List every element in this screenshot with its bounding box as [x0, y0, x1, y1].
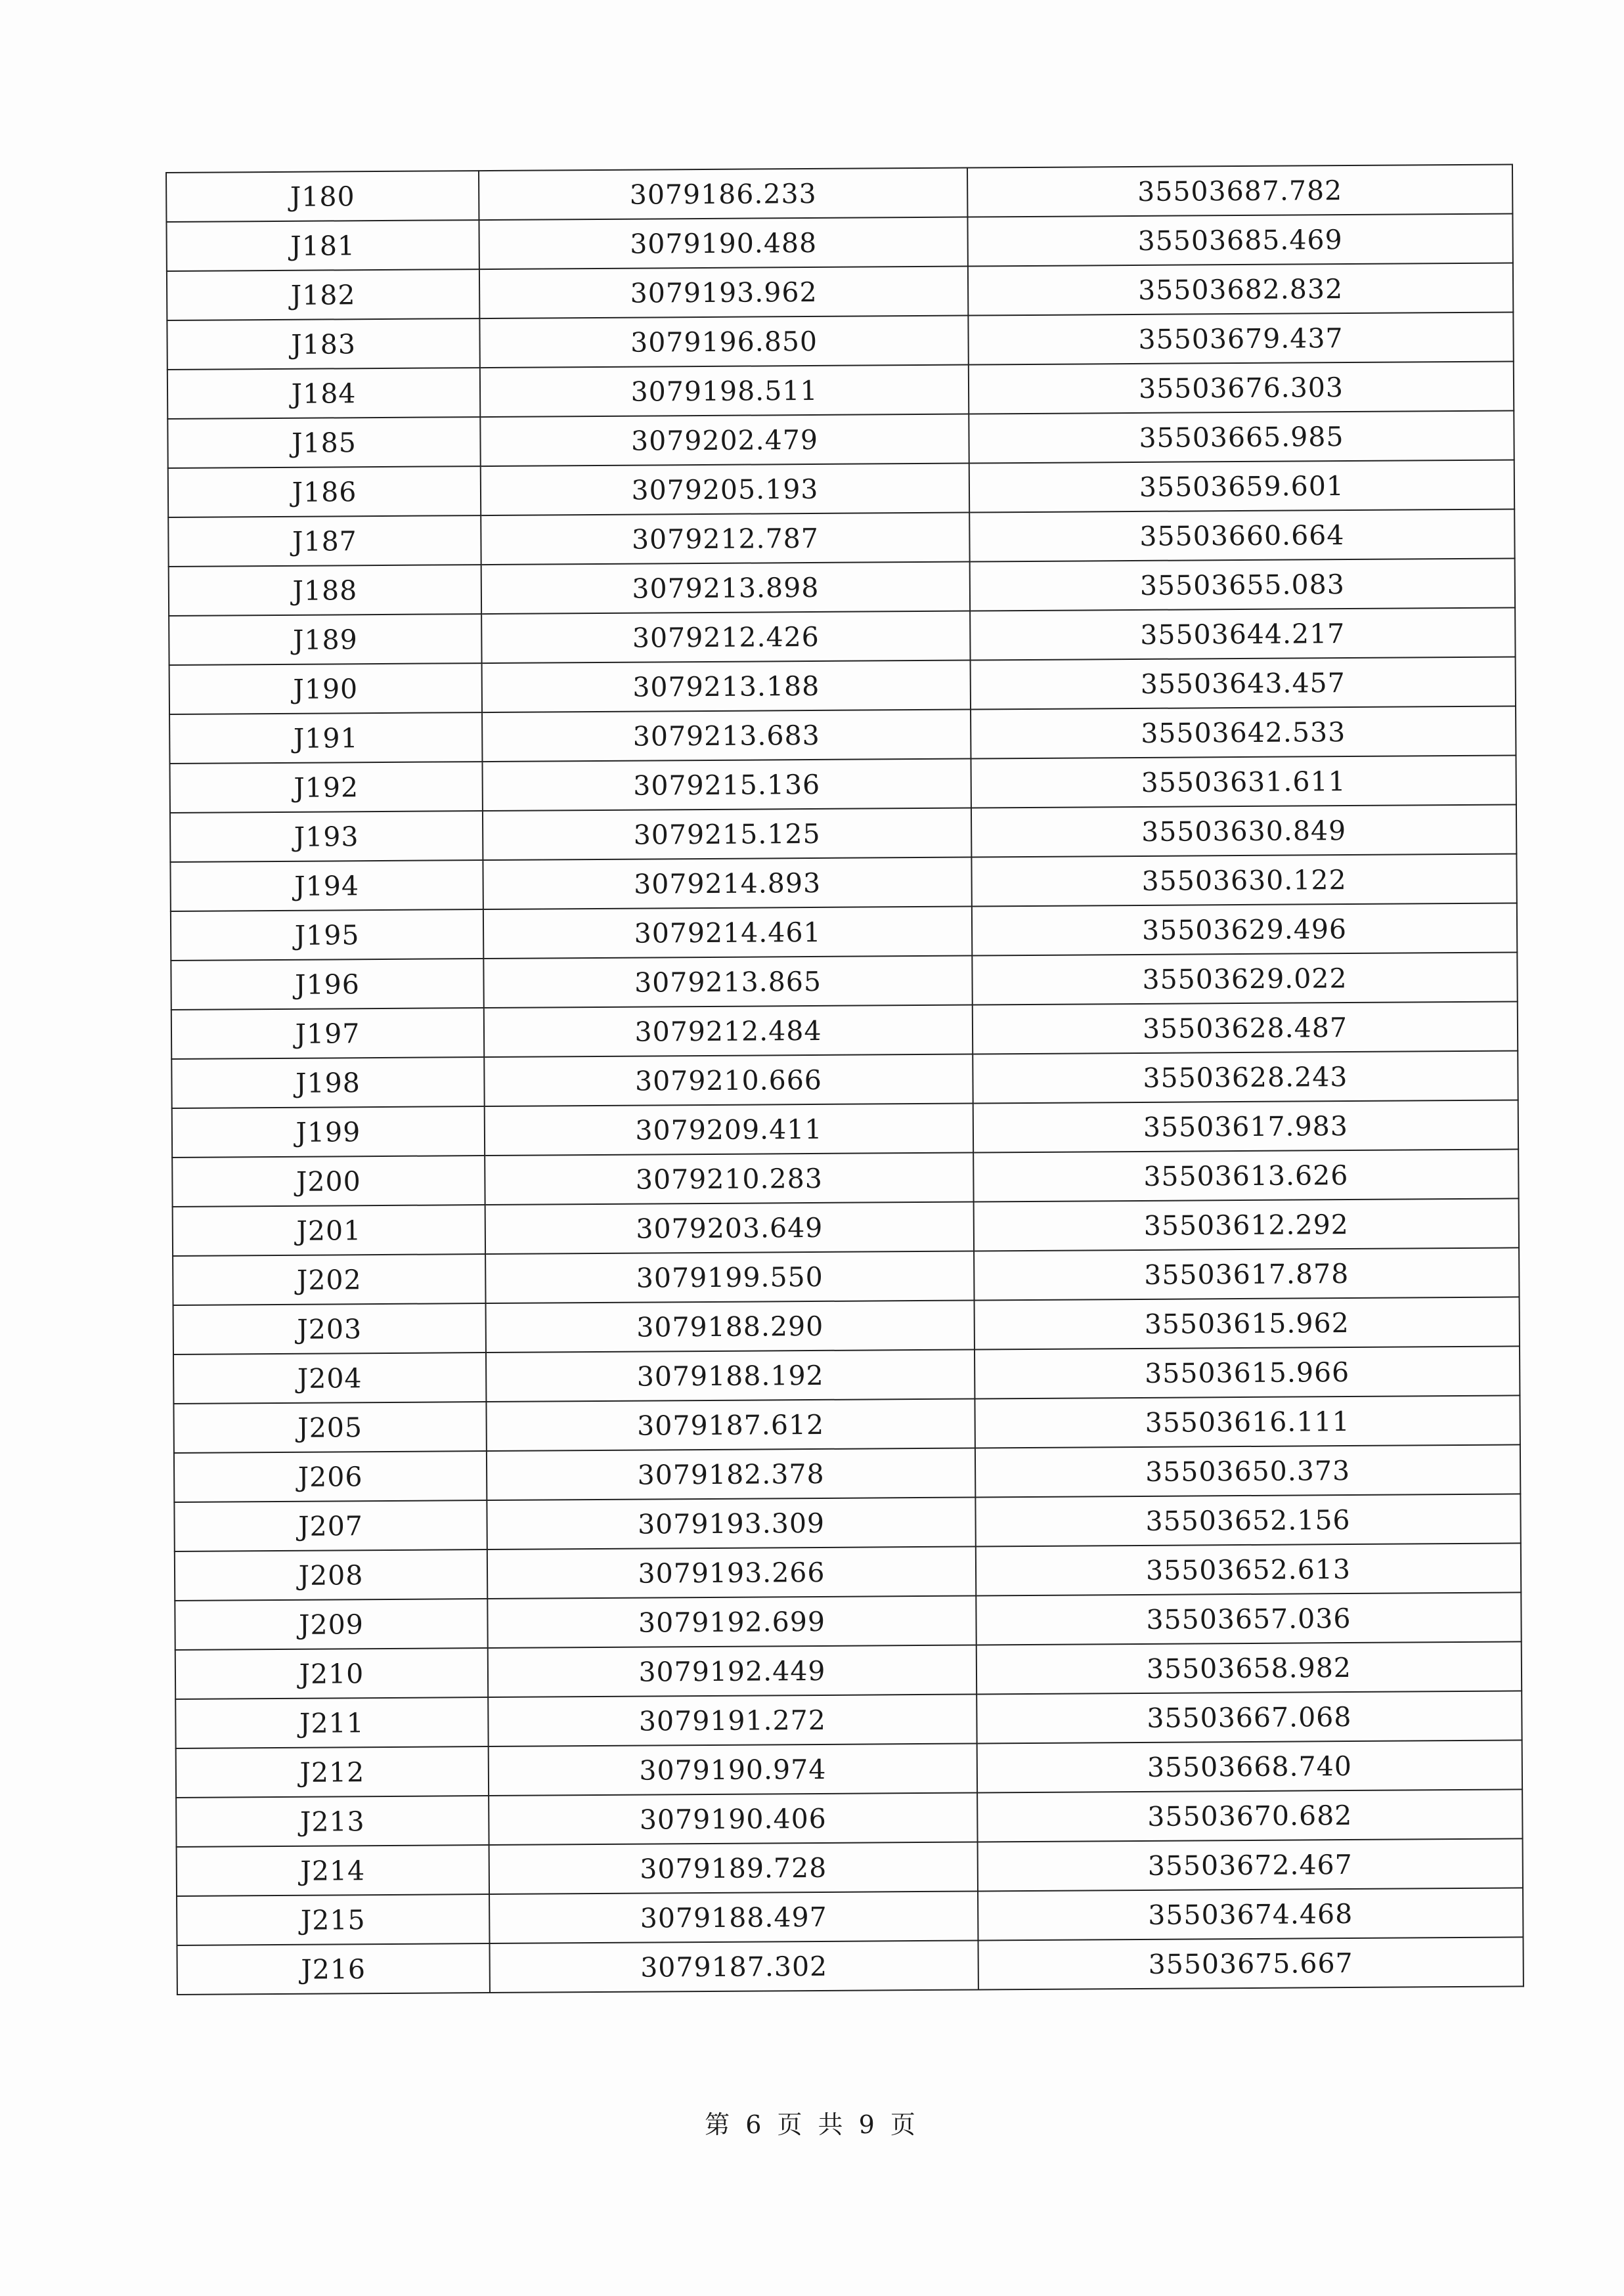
x-coordinate-cell: 3079188.192: [486, 1350, 975, 1402]
point-id-cell: J192: [170, 762, 483, 813]
table-row: [176, 1789, 1522, 1847]
table-row: [177, 1838, 1523, 1896]
table-row: [171, 1051, 1518, 1108]
table-row: [166, 213, 1512, 271]
y-coordinate-cell: 35503674.468: [978, 1888, 1523, 1940]
point-id-cell: J186: [168, 466, 481, 517]
x-coordinate-cell: 3079190.406: [489, 1792, 977, 1845]
y-coordinate-cell: 35503665.985: [969, 410, 1514, 463]
table-row: [167, 410, 1514, 468]
table-row: [175, 1543, 1521, 1601]
point-id-cell: J200: [172, 1156, 485, 1207]
x-coordinate-cell: 3079191.272: [488, 1694, 977, 1746]
x-coordinate-cell: 3079193.962: [479, 267, 968, 319]
x-coordinate-cell: 3079186.233: [479, 168, 967, 221]
table-row: [168, 509, 1514, 567]
x-coordinate-cell: 3079188.290: [486, 1301, 975, 1353]
y-coordinate-cell: 35503642.533: [971, 706, 1516, 758]
x-coordinate-cell: 3079199.550: [485, 1251, 974, 1304]
y-coordinate-cell: 35503630.849: [971, 804, 1516, 857]
x-coordinate-cell: 3079212.426: [481, 611, 970, 664]
x-coordinate-cell: 3079210.283: [485, 1153, 973, 1205]
y-coordinate-cell: 35503630.122: [971, 854, 1516, 906]
x-coordinate-cell: 3079192.699: [487, 1596, 976, 1649]
table-row: [173, 1297, 1520, 1354]
y-coordinate-cell: 35503658.982: [977, 1641, 1522, 1694]
y-coordinate-cell: 35503650.373: [975, 1444, 1520, 1497]
table-row: [169, 607, 1515, 665]
table-row: [169, 657, 1516, 714]
coordinate-table: [165, 163, 1524, 1995]
point-id-cell: J215: [177, 1894, 489, 1945]
table-row: [167, 263, 1513, 320]
point-id-cell: J195: [171, 909, 483, 961]
point-id-cell: J203: [173, 1303, 486, 1354]
x-coordinate-cell: 3079196.850: [479, 316, 968, 368]
y-coordinate-cell: 35503629.022: [972, 952, 1517, 1005]
point-id-cell: J216: [177, 1943, 489, 1995]
table-row: [171, 952, 1517, 1010]
x-coordinate-cell: 3079213.683: [482, 710, 971, 762]
x-coordinate-cell: 3079215.136: [482, 759, 971, 812]
table-row: [170, 755, 1516, 813]
y-coordinate-cell: 35503629.496: [972, 903, 1517, 955]
table-row: [170, 804, 1516, 862]
x-coordinate-cell: 3079190.488: [479, 217, 967, 270]
table-row: [176, 1740, 1522, 1798]
table-row: [175, 1641, 1522, 1699]
x-coordinate-cell: 3079214.893: [483, 857, 971, 910]
x-coordinate-cell: 3079205.193: [481, 464, 969, 516]
y-coordinate-cell: 35503667.068: [977, 1691, 1522, 1743]
table-row: [173, 1346, 1520, 1404]
y-coordinate-cell: 35503675.667: [978, 1937, 1523, 1989]
table-row: [166, 164, 1512, 222]
y-coordinate-cell: 35503687.782: [967, 164, 1512, 217]
x-coordinate-cell: 3079212.484: [484, 1005, 973, 1058]
table-row: [170, 854, 1516, 911]
coordinate-table-body: [166, 164, 1524, 1994]
point-id-cell: J181: [166, 220, 479, 271]
x-coordinate-cell: 3079190.974: [489, 1743, 977, 1796]
table-row: [172, 1149, 1518, 1207]
table-row: [173, 1198, 1519, 1256]
x-coordinate-cell: 3079187.302: [489, 1940, 978, 1993]
y-coordinate-cell: 35503617.983: [973, 1100, 1518, 1152]
y-coordinate-cell: 35503644.217: [970, 607, 1515, 660]
x-coordinate-cell: 3079213.865: [483, 956, 972, 1008]
x-coordinate-cell: 3079212.787: [481, 513, 969, 565]
table-row: [177, 1937, 1523, 1995]
point-id-cell: J204: [173, 1353, 486, 1404]
x-coordinate-cell: 3079188.497: [489, 1891, 978, 1943]
x-coordinate-cell: 3079202.479: [480, 414, 969, 467]
table-row: [177, 1888, 1523, 1945]
y-coordinate-cell: 35503655.083: [970, 558, 1515, 611]
y-coordinate-cell: 35503652.613: [976, 1543, 1521, 1595]
y-coordinate-cell: 35503628.243: [973, 1051, 1518, 1103]
table-row: [175, 1691, 1522, 1748]
point-id-cell: J207: [174, 1500, 487, 1551]
y-coordinate-cell: 35503670.682: [977, 1789, 1522, 1842]
point-id-cell: J190: [169, 663, 482, 714]
point-id-cell: J202: [173, 1254, 485, 1305]
x-coordinate-cell: 3079193.266: [487, 1547, 976, 1599]
y-coordinate-cell: 35503617.878: [974, 1247, 1519, 1300]
x-coordinate-cell: 3079214.461: [483, 907, 972, 959]
point-id-cell: J206: [174, 1451, 487, 1502]
table-row: [173, 1395, 1520, 1453]
point-id-cell: J201: [173, 1205, 485, 1256]
table-row: [171, 1001, 1518, 1059]
y-coordinate-cell: 35503676.303: [969, 361, 1514, 414]
x-coordinate-cell: 3079215.125: [483, 808, 971, 861]
y-coordinate-cell: 35503672.467: [978, 1838, 1523, 1891]
point-id-cell: J213: [176, 1796, 489, 1847]
y-coordinate-cell: 35503679.437: [968, 312, 1513, 364]
x-coordinate-cell: 3079209.411: [485, 1104, 973, 1156]
y-coordinate-cell: 35503682.832: [968, 263, 1513, 315]
x-coordinate-cell: 3079189.728: [489, 1842, 978, 1894]
point-id-cell: J196: [171, 959, 483, 1010]
y-coordinate-cell: 35503615.966: [975, 1346, 1520, 1398]
point-id-cell: J212: [176, 1746, 489, 1798]
point-id-cell: J198: [171, 1057, 484, 1108]
y-coordinate-cell: 35503615.962: [975, 1297, 1520, 1349]
y-coordinate-cell: 35503631.611: [971, 755, 1516, 808]
point-id-cell: J208: [175, 1549, 487, 1601]
x-coordinate-cell: 3079182.378: [487, 1448, 975, 1501]
point-id-cell: J180: [166, 171, 479, 222]
point-id-cell: J189: [169, 614, 481, 665]
y-coordinate-cell: 35503685.469: [967, 213, 1512, 266]
point-id-cell: J194: [170, 860, 483, 911]
point-id-cell: J183: [167, 318, 479, 370]
table-row: [173, 1247, 1519, 1305]
point-id-cell: J187: [168, 515, 481, 567]
y-coordinate-cell: 35503652.156: [975, 1494, 1520, 1546]
y-coordinate-cell: 35503613.626: [973, 1149, 1518, 1202]
point-id-cell: J210: [175, 1648, 488, 1699]
y-coordinate-cell: 35503612.292: [974, 1198, 1519, 1251]
x-coordinate-cell: 3079192.449: [488, 1645, 977, 1697]
y-coordinate-cell: 35503628.487: [973, 1001, 1518, 1054]
point-id-cell: J191: [169, 712, 482, 764]
point-id-cell: J205: [173, 1402, 486, 1453]
point-id-cell: J182: [167, 269, 479, 320]
table-row: [171, 903, 1517, 961]
table-row: [169, 558, 1515, 616]
x-coordinate-cell: 3079187.612: [486, 1399, 975, 1452]
point-id-cell: J188: [169, 565, 481, 616]
y-coordinate-cell: 35503643.457: [971, 657, 1516, 709]
point-id-cell: J209: [175, 1599, 487, 1650]
x-coordinate-cell: 3079213.898: [481, 562, 970, 615]
y-coordinate-cell: 35503668.740: [977, 1740, 1522, 1792]
y-coordinate-cell: 35503660.664: [969, 509, 1514, 561]
y-coordinate-cell: 35503659.601: [969, 460, 1514, 512]
point-id-cell: J199: [172, 1106, 485, 1158]
point-id-cell: J214: [177, 1845, 489, 1896]
x-coordinate-cell: 3079210.666: [484, 1054, 973, 1107]
table-row: [174, 1494, 1520, 1551]
y-coordinate-cell: 35503657.036: [976, 1592, 1521, 1645]
y-coordinate-cell: 35503616.111: [975, 1395, 1520, 1448]
table-row: [168, 460, 1514, 517]
table-row: [172, 1100, 1518, 1158]
point-id-cell: J184: [167, 368, 480, 419]
point-id-cell: J193: [170, 811, 483, 862]
point-id-cell: J185: [167, 417, 480, 468]
x-coordinate-cell: 3079203.649: [485, 1202, 974, 1255]
table-row: [167, 361, 1514, 419]
table-row: [169, 706, 1516, 764]
point-id-cell: J197: [171, 1008, 484, 1059]
x-coordinate-cell: 3079213.188: [482, 661, 971, 713]
table-row: [174, 1444, 1520, 1502]
x-coordinate-cell: 3079193.309: [487, 1498, 975, 1550]
point-id-cell: J211: [175, 1697, 488, 1748]
x-coordinate-cell: 3079198.511: [480, 365, 969, 418]
table-row: [175, 1592, 1521, 1650]
table-row: [167, 312, 1513, 370]
page-number-footer: 第 6 页 共 9 页: [705, 2110, 919, 2139]
